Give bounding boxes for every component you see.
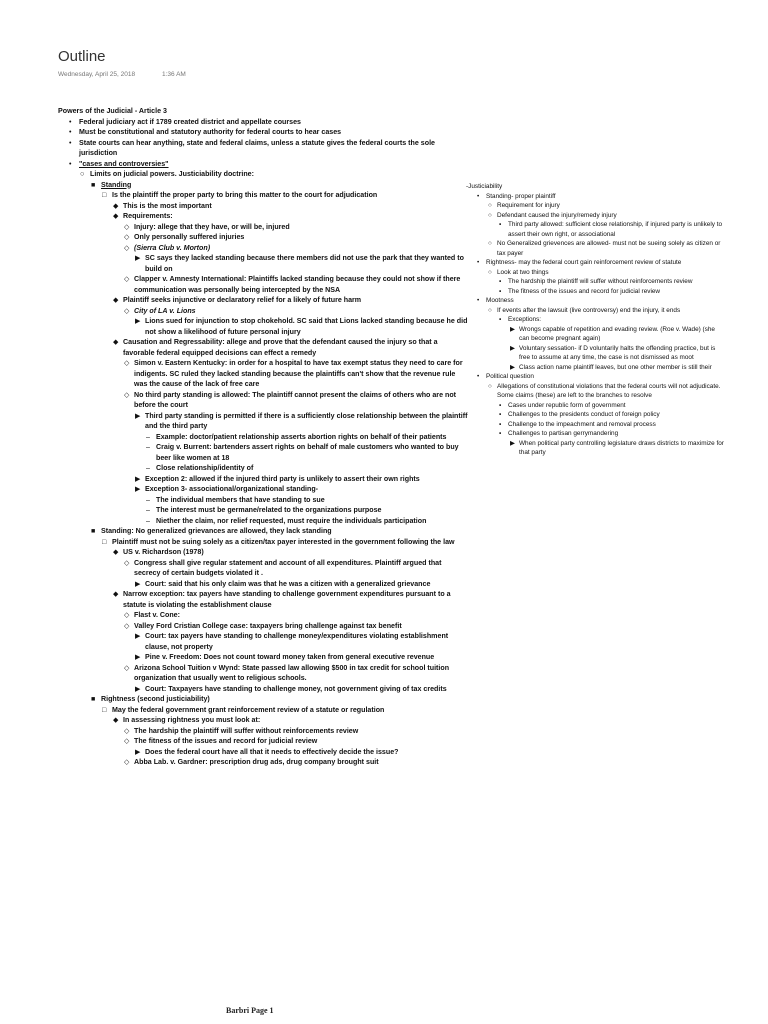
outline-text: Standing: No generalized grievances are allowed, they lack standing (101, 527, 332, 535)
outline-line (58, 117, 468, 128)
bullet-marker: ◆ (113, 590, 119, 598)
outline-line (58, 610, 468, 621)
outline-line (58, 211, 468, 222)
outline-line (58, 484, 468, 495)
outline-text: The fitness of the issues and record for judicial review (134, 737, 318, 745)
outline-text: Look at two things (497, 268, 549, 276)
outline-line (58, 505, 468, 516)
outline-line (58, 190, 468, 201)
bullet-marker: – (146, 516, 150, 525)
bullet-marker: ▶ (135, 684, 141, 693)
outline-text: This is the most important (123, 201, 212, 210)
outline-line (58, 442, 468, 463)
bullet-marker: ▶ (510, 363, 515, 371)
bullet-marker: ◇ (124, 222, 130, 231)
outline-line (58, 652, 468, 663)
outline-line (466, 410, 726, 420)
outline-line (466, 344, 726, 363)
outline-text: Arizona School Tuition v Wynd: State passed law allowing $500 in tax credit for school tuition organization that usually went to religious schools. (134, 663, 450, 682)
page-footer: Barbri Page 1 (226, 1006, 274, 1015)
outline-text: Court: Taxpayers have standing to challenge money, not government giving of tax credits (145, 684, 447, 693)
bullet-marker: ◇ (124, 558, 130, 567)
bullet-marker: ○ (488, 240, 492, 247)
outline-text: Court: said that his only claim was that he was a citizen with a generalized grievance (145, 579, 431, 588)
outline-text: Challenge to the impeachment and removal process (508, 420, 656, 428)
outline-text: Plaintiff must not be suing solely as a citizen/tax payer interested in the government following the law (112, 537, 455, 546)
bullet-marker: – (146, 506, 150, 514)
outline-text: Plaintiff seeks injunctive or declaratory relief for a likely of future harm (123, 296, 362, 304)
outline-line (466, 258, 726, 268)
outline-line (58, 537, 468, 548)
outline-text: Exception 2: allowed if the injured third party is unlikely to assert their own rights (145, 474, 420, 483)
bullet-marker: ◇ (124, 243, 130, 252)
outline-text: Standing- proper plaintiff (486, 192, 556, 200)
outline-text: Narrow exception: tax payers have standing to challenge government expenditures pursuant to a statute is violating the establishment clause (123, 590, 451, 609)
outline-line (58, 684, 468, 695)
outline-line (466, 420, 726, 430)
outline-line (58, 411, 468, 432)
outline-text: City of LA v. Lions (134, 306, 196, 315)
outline-line (466, 429, 726, 439)
outline-text: May the federal government grant reinforcement review of a statute or regulation (112, 705, 385, 714)
bullet-marker: □ (102, 191, 107, 199)
outline-text: Limits on judicial powers. Justiciability doctrine: (90, 170, 254, 178)
bullet-marker: ▪ (499, 221, 502, 228)
outline-line (466, 363, 726, 373)
outline-text: When political party controlling legislature draws districts to maximize for that party (519, 439, 724, 456)
bullet-marker: • (69, 138, 72, 147)
outline-text: The interest must be germane/related to the organizations purpose (156, 506, 382, 514)
outline-line (466, 277, 726, 287)
outline-line (58, 736, 468, 747)
outline-text: The hardship the plaintiff will suffer without reinforcements review (508, 278, 693, 285)
bullet-marker: – (146, 495, 150, 504)
outline-line (58, 631, 468, 652)
outline-line (58, 474, 468, 485)
outline-line (58, 726, 468, 737)
outline-line (58, 390, 468, 411)
outline-text: SC says they lacked standing because there members did not use the park that they wanted to build on (145, 254, 464, 273)
outline-summary-column (466, 182, 726, 458)
outline-line (58, 694, 468, 705)
outline-line (58, 705, 468, 716)
bullet-marker: ◆ (113, 716, 119, 724)
outline-line (466, 268, 726, 278)
outline-text: Class action name plaintiff leaves, but one other member is still their (519, 363, 712, 371)
outline-text: Clapper v. Amnesty International: Plaintiffs lacked standing because they could not show if there communication was personally being intercepted by the NSA (134, 275, 461, 294)
outline-text: Federal judiciary act if 1789 created district and appellate courses (79, 117, 301, 126)
outline-line (466, 211, 726, 221)
outline-line (58, 253, 468, 274)
outline-text: Valley Ford Cristian College case: taxpayers bring challenge against tax benefit (134, 621, 402, 630)
bullet-marker: ◇ (124, 621, 130, 630)
bullet-marker: ▶ (135, 317, 141, 325)
bullet-marker: ▶ (135, 632, 141, 640)
bullet-marker: □ (102, 537, 107, 546)
bullet-marker: ◆ (113, 548, 119, 556)
bullet-marker: ■ (91, 695, 96, 703)
outline-line (58, 127, 468, 138)
bullet-marker: ◆ (113, 212, 119, 220)
outline-text: Abba Lab. v. Gardner: prescription drug ads, drug company brought suit (134, 758, 379, 766)
note-date: Wednesday, April 25, 2018 (58, 71, 136, 78)
bullet-marker: • (477, 373, 480, 380)
outline-text: (Sierra Club v. Morton) (134, 243, 211, 252)
outline-text: Craig v. Burrent: bartenders assert rights on behalf of male customers who wanted to buy beer like women at 18 (156, 443, 459, 462)
outline-line (466, 372, 726, 382)
outline-line (58, 663, 468, 684)
outline-line (58, 243, 468, 254)
outline-text: Mootness (486, 297, 514, 304)
outline-line (466, 382, 726, 401)
bullet-marker: ○ (488, 202, 492, 209)
outline-text: The individual members that have standing to sue (156, 495, 325, 504)
outline-line (58, 274, 468, 295)
bullet-marker: ▶ (510, 325, 515, 333)
outline-text: Powers of the Judicial - Article 3 (58, 107, 167, 115)
bullet-marker: ◇ (124, 611, 130, 619)
outline-line (58, 463, 468, 474)
outline-line (58, 579, 468, 590)
outline-text: The hardship the plaintiff will suffer without reinforcements review (134, 726, 359, 735)
bullet-marker: ▪ (499, 316, 502, 323)
outline-text: Simon v. Eastern Kentucky: in order for a hospital to have tax exempt status they need to care for indigents. SC ruled they lacked standing because the plaintiffs can't show that the revenue rule was the cause of the lack of free care (134, 359, 463, 388)
outline-text: Wrongs capable of repetition and evading review. (Roe v. Wade) (she can become pregnant again) (519, 325, 715, 342)
outline-line (466, 192, 726, 202)
outline-text: Congress shall give regular statement and account of all expenditures. Plaintiff argued that secrecy of certain budgets violated it . (134, 558, 442, 577)
bullet-marker: ▪ (499, 411, 502, 418)
bullet-marker: ◇ (124, 275, 130, 283)
outline-text: Example: doctor/patient relationship asserts abortion rights on behalf of their patients (156, 432, 447, 441)
bullet-marker: ▶ (135, 411, 141, 420)
bullet-marker: ◇ (124, 359, 130, 367)
outline-text: Is the plaintiff the proper party to bring this matter to the court for adjudication (112, 191, 378, 199)
outline-line (466, 182, 726, 192)
bullet-marker: ▶ (135, 474, 141, 483)
outline-line (58, 526, 468, 537)
outline-text: Lions sued for injunction to stop chokehold. SC said that Lions lacked standing because he did not show a likelihood of future personal injury (145, 317, 468, 336)
outline-text: Exception 3- associational/organizational standing- (145, 485, 319, 493)
bullet-marker: ▶ (135, 579, 141, 588)
bullet-marker: ◆ (113, 338, 119, 346)
outline-line (466, 287, 726, 297)
outline-text: Injury: allege that they have, or will be, injured (134, 222, 290, 231)
bullet-marker: ◇ (124, 726, 130, 735)
outline-line (58, 306, 468, 317)
outline-line (58, 159, 468, 170)
bullet-marker: ▶ (135, 747, 141, 756)
outline-text: Exceptions: (508, 316, 542, 323)
outline-line (58, 516, 468, 527)
outline-line (58, 621, 468, 632)
bullet-marker: ○ (488, 211, 492, 219)
bullet-marker: ■ (91, 180, 96, 189)
bullet-marker: ○ (488, 382, 492, 390)
outline-text: Rightness- may the federal court gain reinforcement review of statute (486, 259, 682, 266)
bullet-marker: ▶ (510, 344, 515, 352)
outline-line (58, 316, 468, 337)
page-title: Outline (58, 48, 106, 65)
outline-line (466, 296, 726, 306)
outline-line (466, 220, 726, 239)
bullet-marker: ▶ (135, 254, 141, 262)
outline-text: Flast v. Cone: (134, 611, 180, 619)
bullet-marker: ▪ (499, 430, 502, 437)
outline-text: Close relationship/identity of (156, 464, 254, 472)
outline-text: Cases under republic form of government (508, 401, 626, 409)
outline-line (58, 222, 468, 233)
outline-text: State courts can hear anything, state and federal claims, unless a statute gives the federal courts the sole jurisdiction (79, 138, 435, 157)
outline-text: The fitness of the issues and record for judicial review (508, 287, 661, 295)
outline-text: Does the federal court have all that it needs to effectively decide the issue? (145, 747, 399, 756)
bullet-marker: • (477, 259, 480, 266)
outline-text: No Generalized grievences are allowed- must not be sueing solely as citizen or tax payer (497, 240, 721, 257)
bullet-marker: ▪ (499, 287, 502, 295)
bullet-marker: • (477, 297, 480, 304)
bullet-marker: ▪ (499, 420, 502, 428)
bullet-marker: ◇ (124, 663, 130, 672)
bullet-marker: ◆ (113, 296, 119, 304)
outline-line (58, 337, 468, 358)
bullet-marker: ○ (488, 268, 492, 276)
bullet-marker: – (146, 464, 150, 472)
outline-line (58, 180, 468, 191)
outline-text: Third party standing is permitted if there is a sufficiently close relationship between the plaintiff and the third party (145, 411, 468, 430)
outline-line (58, 358, 468, 390)
outline-line (58, 747, 468, 758)
bullet-marker: ▪ (499, 401, 502, 409)
bullet-marker: ▶ (135, 485, 141, 493)
outline-line (58, 295, 468, 306)
outline-line (466, 401, 726, 411)
outline-line (58, 547, 468, 558)
outline-text: Challenges to the presidents conduct of foreign policy (508, 411, 660, 418)
bullet-marker: ○ (488, 306, 492, 314)
bullet-marker: ◇ (124, 390, 130, 399)
bullet-marker: ■ (91, 527, 96, 535)
outline-line (58, 757, 468, 768)
note-time: 1:36 AM (162, 71, 186, 78)
bullet-marker: ◇ (124, 758, 130, 766)
outline-line (466, 239, 726, 258)
bullet-marker: • (69, 117, 72, 126)
outline-text: Requirement for injury (497, 202, 560, 209)
bullet-marker: • (477, 192, 480, 200)
bullet-marker: ◇ (124, 306, 130, 315)
outline-line (58, 495, 468, 506)
outline-line (58, 138, 468, 159)
outline-text: No third party standing is allowed: The plaintiff cannot present the claims of others who are not before the court (134, 390, 457, 409)
outline-line (58, 432, 468, 443)
outline-text: In assessing rightness you must look at: (123, 716, 261, 724)
outline-line (58, 589, 468, 610)
outline-text: Requirements: (123, 212, 173, 220)
outline-line (466, 315, 726, 325)
outline-text: Pine v. Freedom: Does not count toward money taken from general executive revenue (145, 653, 435, 661)
outline-line (58, 169, 468, 180)
outline-line (58, 558, 468, 579)
bullet-marker: – (146, 443, 150, 451)
bullet-marker: ▶ (135, 653, 141, 661)
outline-line (58, 715, 468, 726)
outline-line (58, 232, 468, 243)
bullet-marker: – (146, 432, 150, 441)
outline-line (466, 201, 726, 211)
bullet-marker: ▪ (499, 278, 502, 285)
bullet-marker: ○ (80, 170, 85, 178)
outline-text: Causation and Regressability: allege and prove that the defendant caused the injury so that a favorable federal equipped decisions can effect a remedy (123, 338, 438, 357)
outline-text: Defendant caused the injury/remedy injury (497, 211, 617, 219)
outline-line (58, 201, 468, 212)
outline-text: Standing (101, 180, 132, 189)
bullet-marker: ▶ (510, 439, 515, 447)
outline-text: Challenges to partisan gerrymandering (508, 430, 619, 437)
outline-main-column (58, 106, 468, 768)
bullet-marker: ◆ (113, 201, 119, 210)
bullet-marker: • (69, 128, 72, 136)
outline-line (466, 325, 726, 344)
bullet-marker: • (69, 159, 72, 168)
outline-text: Rightness (second justiciability) (101, 695, 210, 703)
outline-text: -Justiciability (466, 183, 503, 190)
outline-line (466, 439, 726, 458)
outline-line (466, 306, 726, 316)
outline-text: US v. Richardson (1978) (123, 548, 204, 556)
outline-text: Allegations of constitutional violations that the federal courts will not adjudicate. Some claims (these) are left to the branches to resolve (497, 382, 721, 399)
outline-text: Only personally suffered injuries (134, 233, 245, 241)
bullet-marker: ◇ (124, 737, 130, 745)
outline-text: Voluntary sessation- if D voluntarily halts the offending practice, but is free to assume at any time, the case is not dismissed as moot (519, 344, 716, 361)
bullet-marker: □ (102, 705, 107, 714)
outline-text: "cases and controversies" (79, 159, 169, 168)
outline-text: Must be constitutional and statutory authority for federal courts to hear cases (79, 128, 342, 136)
outline-text: Niether the claim, nor relief requested, must require the individuals participation (156, 516, 427, 525)
outline-text: Third party allowed: sufficient close relationship, if injured party is unlikely to assert their own right, or associational (508, 221, 723, 238)
outline-text: Political question (486, 373, 534, 380)
bullet-marker: ◇ (124, 233, 130, 241)
outline-text: Court: tax payers have standing to challenge money/expenditures violating establishment clause, not property (145, 632, 449, 651)
outline-text: If events after the lawsuit (live controversy) end the injury, it ends (497, 306, 681, 314)
outline-line (58, 106, 468, 117)
